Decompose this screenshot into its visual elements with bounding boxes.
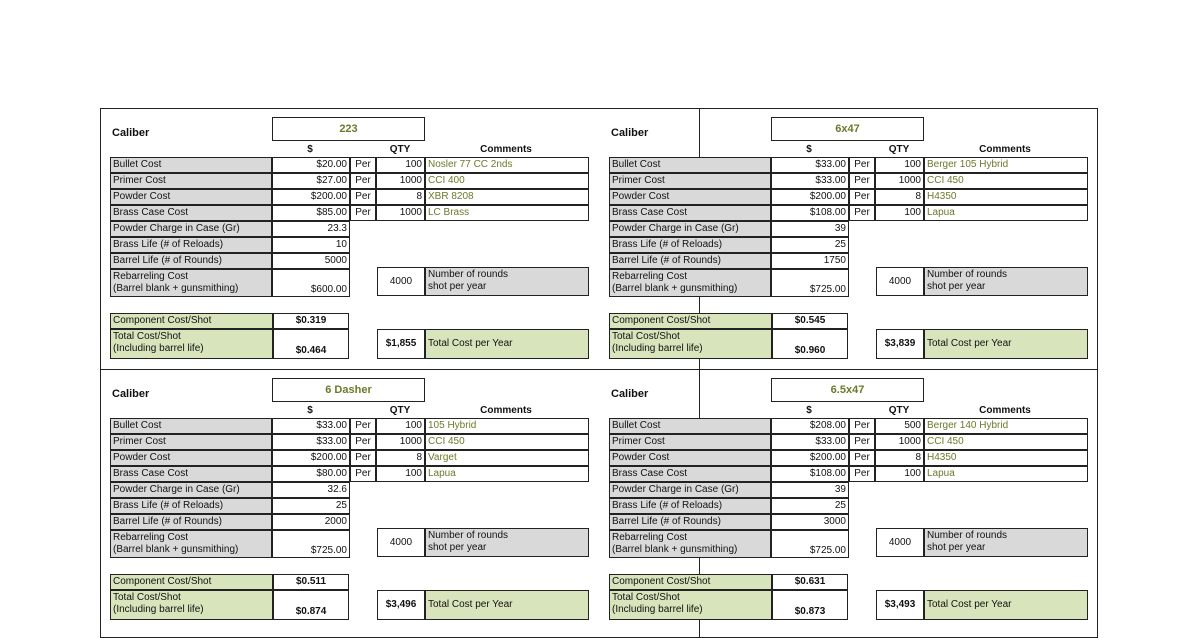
- component-cost-label: Component Cost/Shot: [609, 574, 772, 590]
- primer-cost-value[interactable]: $33.00: [771, 434, 849, 450]
- total-cost-shot-label: [110, 590, 273, 620]
- rebarreling-line2: (Barrel blank + gunsmithing): [612, 544, 738, 555]
- brass-cost-label: Brass Case Cost: [609, 466, 771, 482]
- powder-qty[interactable]: 8: [875, 189, 924, 205]
- brass-per: Per: [350, 466, 376, 482]
- barrel-life-value[interactable]: 2000: [272, 514, 350, 530]
- brass-cost-label: Brass Case Cost: [110, 205, 272, 221]
- total-cost-year-value: $3,496: [377, 590, 425, 620]
- rounds-line2: shot per year: [428, 542, 487, 553]
- bullet-cost-label: Bullet Cost: [110, 157, 272, 173]
- primer-per: Per: [849, 173, 875, 189]
- primer-comment[interactable]: CCI 450: [425, 434, 589, 450]
- total-cost-shot-value: $0.874: [273, 590, 349, 620]
- bullet-comment[interactable]: Nosler 77 CC 2nds: [425, 157, 589, 173]
- qty-header: QTY: [888, 405, 910, 416]
- brass-cost-value[interactable]: $80.00: [272, 466, 350, 482]
- powder-per: Per: [350, 450, 376, 466]
- primer-per: Per: [849, 434, 875, 450]
- brass-life-label: Brass Life (# of Reloads): [110, 237, 272, 253]
- bullet-qty[interactable]: 500: [875, 418, 924, 434]
- rebarreling-line2: (Barrel blank + gunsmithing): [113, 283, 239, 294]
- bullet-comment[interactable]: Berger 140 Hybrid: [924, 418, 1088, 434]
- primer-qty[interactable]: 1000: [875, 173, 924, 189]
- rebarreling-cost-value[interactable]: $725.00: [771, 530, 849, 558]
- rebarreling-cost-label: [609, 530, 771, 558]
- brass-life-value[interactable]: 10: [272, 237, 350, 253]
- rounds-per-year-value[interactable]: 4000: [876, 528, 924, 557]
- rounds-per-year-value[interactable]: 4000: [377, 528, 425, 557]
- rebarreling-line1: Rebarreling Cost: [612, 271, 688, 282]
- bullet-cost-value[interactable]: $20.00: [272, 157, 350, 173]
- caliber-panel-2: [600, 109, 1099, 371]
- powder-charge-value[interactable]: 39: [771, 221, 849, 237]
- rebarreling-cost-label: [110, 530, 272, 558]
- rounds-line2: shot per year: [927, 542, 986, 553]
- rebarreling-cost-value[interactable]: $600.00: [272, 269, 350, 297]
- primer-cost-value[interactable]: $27.00: [272, 173, 350, 189]
- barrel-life-value[interactable]: 3000: [771, 514, 849, 530]
- primer-cost-label: Primer Cost: [609, 173, 771, 189]
- rounds-line2: shot per year: [428, 281, 487, 292]
- total-cost-shot-label: [110, 329, 273, 359]
- rounds-line1: Number of rounds: [428, 269, 509, 280]
- component-cost-label: Component Cost/Shot: [110, 313, 273, 329]
- powder-qty[interactable]: 8: [376, 189, 425, 205]
- brass-life-label: Brass Life (# of Reloads): [609, 237, 771, 253]
- powder-cost-value[interactable]: $200.00: [272, 189, 350, 205]
- cost-comparison-sheet: [100, 108, 1098, 638]
- total-cost-line2: (Including barrel life): [612, 604, 703, 615]
- dollar-header: $: [806, 144, 812, 155]
- comments-header: Comments: [979, 144, 1031, 155]
- rounds-line1: Number of rounds: [428, 530, 509, 541]
- component-cost-value: $0.511: [273, 574, 349, 590]
- powder-charge-value[interactable]: 32.6: [272, 482, 350, 498]
- powder-charge-value[interactable]: 39: [771, 482, 849, 498]
- qty-header: QTY: [888, 144, 910, 155]
- brass-cost-label: Brass Case Cost: [110, 466, 272, 482]
- primer-cost-value[interactable]: $33.00: [272, 434, 350, 450]
- primer-cost-value[interactable]: $33.00: [771, 173, 849, 189]
- powder-cost-value[interactable]: $200.00: [771, 450, 849, 466]
- qty-header: QTY: [389, 144, 411, 155]
- total-cost-line1: Total Cost/Shot: [113, 331, 181, 342]
- rebarreling-line1: Rebarreling Cost: [113, 532, 189, 543]
- comments-header: Comments: [480, 144, 532, 155]
- barrel-life-label: Barrel Life (# of Rounds): [609, 253, 771, 269]
- total-cost-shot-value: $0.873: [772, 590, 848, 620]
- powder-comment[interactable]: H4350: [924, 189, 1088, 205]
- total-cost-shot-value: $0.960: [772, 329, 848, 359]
- brass-comment[interactable]: LC Brass: [425, 205, 589, 221]
- powder-comment[interactable]: XBR 8208: [425, 189, 589, 205]
- caliber-label: Caliber: [611, 127, 649, 139]
- total-cost-year-label: Total Cost per Year: [924, 329, 1088, 359]
- rounds-line1: Number of rounds: [927, 530, 1008, 541]
- brass-per: Per: [350, 205, 376, 221]
- rounds-per-year-label: [425, 267, 589, 296]
- brass-qty[interactable]: 100: [875, 466, 924, 482]
- powder-per: Per: [849, 450, 875, 466]
- component-cost-value: $0.545: [772, 313, 848, 329]
- total-cost-shot-value: $0.464: [273, 329, 349, 359]
- rounds-per-year-label: [924, 528, 1088, 557]
- brass-comment[interactable]: Lapua: [924, 205, 1088, 221]
- bullet-comment[interactable]: 105 Hybrid: [425, 418, 589, 434]
- primer-comment[interactable]: CCI 400: [425, 173, 589, 189]
- powder-cost-value[interactable]: $200.00: [272, 450, 350, 466]
- total-cost-line2: (Including barrel life): [612, 343, 703, 354]
- bullet-cost-label: Bullet Cost: [110, 418, 272, 434]
- rounds-line1: Number of rounds: [927, 269, 1008, 280]
- brass-life-label: Brass Life (# of Reloads): [609, 498, 771, 514]
- bullet-per: Per: [849, 418, 875, 434]
- brass-cost-value[interactable]: $108.00: [771, 466, 849, 482]
- total-cost-line1: Total Cost/Shot: [612, 331, 680, 342]
- total-cost-line1: Total Cost/Shot: [612, 592, 680, 603]
- comments-header: Comments: [480, 405, 532, 416]
- primer-per: Per: [350, 434, 376, 450]
- primer-qty[interactable]: 1000: [376, 434, 425, 450]
- bullet-comment[interactable]: Berger 105 Hybrid: [924, 157, 1088, 173]
- powder-cost-label: Powder Cost: [110, 189, 272, 205]
- brass-life-label: Brass Life (# of Reloads): [110, 498, 272, 514]
- total-cost-year-label: Total Cost per Year: [924, 590, 1088, 620]
- powder-per: Per: [350, 189, 376, 205]
- rebarreling-cost-label: [110, 269, 272, 297]
- bullet-cost-value[interactable]: $33.00: [771, 157, 849, 173]
- primer-cost-label: Primer Cost: [609, 434, 771, 450]
- caliber-label: Caliber: [112, 388, 150, 400]
- total-cost-line2: (Including barrel life): [113, 343, 204, 354]
- caliber-value[interactable]: 6 Dasher: [272, 378, 425, 402]
- caliber-label: Caliber: [112, 127, 150, 139]
- primer-comment[interactable]: CCI 450: [924, 173, 1088, 189]
- rounds-per-year-value[interactable]: 4000: [377, 267, 425, 296]
- component-cost-value: $0.319: [273, 313, 349, 329]
- powder-cost-label: Powder Cost: [110, 450, 272, 466]
- total-cost-year-value: $1,855: [377, 329, 425, 359]
- brass-per: Per: [849, 205, 875, 221]
- component-cost-value: $0.631: [772, 574, 848, 590]
- powder-qty[interactable]: 8: [376, 450, 425, 466]
- rebarreling-line2: (Barrel blank + gunsmithing): [612, 283, 738, 294]
- rebarreling-line1: Rebarreling Cost: [612, 532, 688, 543]
- caliber-panel-3: [101, 370, 600, 632]
- rounds-per-year-value[interactable]: 4000: [876, 267, 924, 296]
- caliber-value[interactable]: 223: [272, 117, 425, 141]
- rounds-line2: shot per year: [927, 281, 986, 292]
- powder-cost-value[interactable]: $200.00: [771, 189, 849, 205]
- comments-header: Comments: [979, 405, 1031, 416]
- brass-cost-value[interactable]: $85.00: [272, 205, 350, 221]
- component-cost-label: Component Cost/Shot: [110, 574, 273, 590]
- rebarreling-line2: (Barrel blank + gunsmithing): [113, 544, 239, 555]
- barrel-life-label: Barrel Life (# of Rounds): [609, 514, 771, 530]
- brass-per: Per: [849, 466, 875, 482]
- brass-cost-value[interactable]: $108.00: [771, 205, 849, 221]
- total-cost-year-value: $3,839: [876, 329, 924, 359]
- barrel-life-label: Barrel Life (# of Rounds): [110, 514, 272, 530]
- powder-per: Per: [849, 189, 875, 205]
- bullet-per: Per: [350, 157, 376, 173]
- brass-comment[interactable]: Lapua: [924, 466, 1088, 482]
- total-cost-line1: Total Cost/Shot: [113, 592, 181, 603]
- brass-life-value[interactable]: 25: [771, 498, 849, 514]
- caliber-value[interactable]: 6.5x47: [771, 378, 924, 402]
- bullet-qty[interactable]: 100: [875, 157, 924, 173]
- bullet-qty[interactable]: 100: [376, 157, 425, 173]
- powder-charge-label: Powder Charge in Case (Gr): [110, 221, 272, 237]
- brass-comment[interactable]: Lapua: [425, 466, 589, 482]
- primer-cost-label: Primer Cost: [110, 173, 272, 189]
- total-cost-year-value: $3,493: [876, 590, 924, 620]
- caliber-label: Caliber: [611, 388, 649, 400]
- total-cost-shot-label: [609, 590, 772, 620]
- caliber-panel-1: [101, 109, 600, 371]
- brass-cost-label: Brass Case Cost: [609, 205, 771, 221]
- brass-life-value[interactable]: 25: [272, 498, 350, 514]
- primer-cost-label: Primer Cost: [110, 434, 272, 450]
- barrel-life-value[interactable]: 5000: [272, 253, 350, 269]
- brass-life-value[interactable]: 25: [771, 237, 849, 253]
- powder-comment[interactable]: Varget: [425, 450, 589, 466]
- powder-charge-label: Powder Charge in Case (Gr): [609, 221, 771, 237]
- dollar-header: $: [307, 405, 313, 416]
- primer-qty[interactable]: 1000: [875, 434, 924, 450]
- component-cost-label: Component Cost/Shot: [609, 313, 772, 329]
- powder-charge-label: Powder Charge in Case (Gr): [609, 482, 771, 498]
- dollar-header: $: [806, 405, 812, 416]
- caliber-panel-4: [600, 370, 1099, 632]
- primer-qty[interactable]: 1000: [376, 173, 425, 189]
- powder-qty[interactable]: 8: [875, 450, 924, 466]
- powder-comment[interactable]: H4350: [924, 450, 1088, 466]
- total-cost-line2: (Including barrel life): [113, 604, 204, 615]
- rebarreling-cost-value[interactable]: $725.00: [771, 269, 849, 297]
- brass-qty[interactable]: 100: [875, 205, 924, 221]
- rebarreling-line1: Rebarreling Cost: [113, 271, 189, 282]
- primer-per: Per: [350, 173, 376, 189]
- bullet-cost-label: Bullet Cost: [609, 418, 771, 434]
- barrel-life-label: Barrel Life (# of Rounds): [110, 253, 272, 269]
- dollar-header: $: [307, 144, 313, 155]
- bullet-per: Per: [350, 418, 376, 434]
- barrel-life-value[interactable]: 1750: [771, 253, 849, 269]
- qty-header: QTY: [389, 405, 411, 416]
- bullet-cost-value[interactable]: $33.00: [272, 418, 350, 434]
- bullet-qty[interactable]: 100: [376, 418, 425, 434]
- powder-cost-label: Powder Cost: [609, 189, 771, 205]
- powder-charge-value[interactable]: 23.3: [272, 221, 350, 237]
- total-cost-year-label: Total Cost per Year: [425, 590, 589, 620]
- bullet-cost-value[interactable]: $208.00: [771, 418, 849, 434]
- bullet-per: Per: [849, 157, 875, 173]
- powder-charge-label: Powder Charge in Case (Gr): [110, 482, 272, 498]
- powder-cost-label: Powder Cost: [609, 450, 771, 466]
- brass-qty[interactable]: 1000: [376, 205, 425, 221]
- rebarreling-cost-value[interactable]: $725.00: [272, 530, 350, 558]
- total-cost-shot-label: [609, 329, 772, 359]
- total-cost-year-label: Total Cost per Year: [425, 329, 589, 359]
- rounds-per-year-label: [425, 528, 589, 557]
- brass-qty[interactable]: 100: [376, 466, 425, 482]
- bullet-cost-label: Bullet Cost: [609, 157, 771, 173]
- primer-comment[interactable]: CCI 450: [924, 434, 1088, 450]
- rebarreling-cost-label: [609, 269, 771, 297]
- rounds-per-year-label: [924, 267, 1088, 296]
- caliber-value[interactable]: 6x47: [771, 117, 924, 141]
